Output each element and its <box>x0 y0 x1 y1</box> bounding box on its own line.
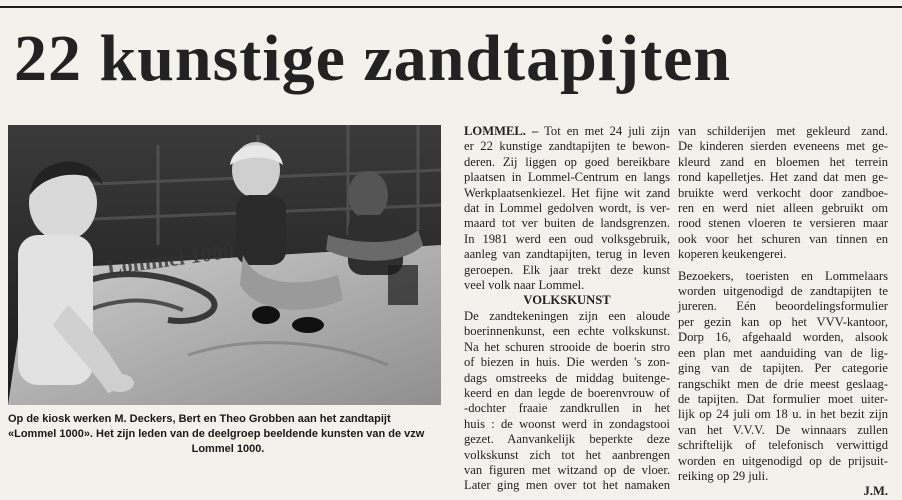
article-line: ren en werd niet alleen gebruikt om <box>678 201 888 216</box>
article-line: ging van de tapijten. Per categorie <box>678 361 888 376</box>
article-line: van het V.V.V. De winnaars zullen <box>678 422 888 437</box>
article-line: rangschikt men de drie meest geslaag- <box>678 376 888 391</box>
article-line: Bezoekers, toeristen en Lommelaars <box>678 268 888 283</box>
article-line: plaatsen in Lommel-Centrum en langs <box>464 170 670 185</box>
article-line-text: Tot en met 24 juli zijn <box>538 124 670 138</box>
article-line: geroepen. Elk jaar trekt deze kunst <box>464 262 670 277</box>
article-line: kleurd zand en bloemen het terrein <box>678 154 888 169</box>
article-line: per gezin kan op het VVV-kantoor, <box>678 314 888 329</box>
article-line: boerinnenkunst, een echte volkskunst. <box>464 324 670 339</box>
article-column-1 <box>464 124 670 494</box>
article-line: deren. Zij liggen op goed bereikbare <box>464 154 670 169</box>
article-line: Later ging men over tot het namaken <box>464 478 670 493</box>
article-line: worden en uitgenodigd op de prijsuit- <box>678 453 888 468</box>
article-line: De kinderen sierden eveneens met ge- <box>678 139 888 154</box>
article-line: In 1981 werd een oud volksgebruik, <box>464 231 670 246</box>
article-line: Dorp 16, afgehaald worden, alsook <box>678 330 888 345</box>
news-photo <box>8 125 441 405</box>
subhead-volkskunst: VOLKSKUNST <box>523 293 611 308</box>
article-line: dat in Lommel gedolven wordt, is ver- <box>464 201 670 216</box>
article-line: koperen keukengerei. <box>678 247 787 262</box>
article-line: worden uitgenodigd de zandtapijten te <box>678 284 888 299</box>
article-line: volkskunst zich tot het aanbrengen <box>464 447 670 462</box>
article-line: aanleg van zandtapijten, terug in leven <box>464 247 670 262</box>
headline: 22 kunstige zandtapijten <box>14 22 732 95</box>
article-line: huis : de woonst werd in zondagstooi <box>464 416 670 431</box>
article-line <box>464 124 670 139</box>
article-line: dags omstreeks de middag buitenge- <box>464 370 670 385</box>
article-column-2 <box>678 124 888 500</box>
article-line: schriftelijk of telefonisch verwittigd <box>678 438 888 453</box>
article-line: Na het schuren strooide de boerin stro <box>464 339 670 354</box>
author-signature: J.M. <box>863 484 888 499</box>
article-line: gezet. Aanvankelijk beperkte deze <box>464 432 670 447</box>
article-line: maard tot ver buiten de landsgrenzen. <box>464 216 670 231</box>
photo-illustration <box>8 125 441 405</box>
article-line: veel volk naar Lommel. <box>464 278 585 293</box>
article-line: De zandtekeningen zijn een aloude <box>464 308 670 323</box>
article-line: -dochter fraaie zandkrullen in het <box>464 401 670 416</box>
article-lead: LOMMEL. – <box>464 124 539 138</box>
article-line: jureren. Eén beoordelingsformulier <box>678 299 888 314</box>
photo-caption <box>8 412 448 457</box>
article-line: Werkplaatsenkiezel. Het fijne wit zand <box>464 185 670 200</box>
article-line: een plan met aanduiding van de lig- <box>678 345 888 360</box>
article-line: rond kapelletjes. Het zand dat men ge- <box>678 170 888 185</box>
article-line: lijk op 24 juli om 18 u. in het bezit zijn <box>678 407 888 422</box>
article-line: bruikte werd verkocht door zandboe- <box>678 185 888 200</box>
article-line: keerd en dan legde de boerenvrouw of <box>464 385 670 400</box>
floor-sand-text: Lommel 1000 <box>105 237 236 280</box>
article-line: rood stenen vloeren te versieren maar <box>678 216 888 231</box>
article-line: er 22 kunstige zandtapijten te bewon- <box>464 139 670 154</box>
article-line: reiking op 29 juli. <box>678 468 769 483</box>
article-line: van schilderijen met gekleurd zand. <box>678 124 888 138</box>
article-line: de tapijten. Dat formulier moet uiter- <box>678 391 888 406</box>
caption-line: «Lommel 1000». Het zijn leden van de deelgroep beeldende kunsten van de vzw <box>8 428 425 440</box>
top-rule <box>0 0 902 8</box>
article-line: of biezen in huis. Die werden 's zon- <box>464 355 670 370</box>
article-line: ook voor het schuren van tinnen en <box>678 231 888 246</box>
caption-line: Lommel 1000. <box>191 443 265 455</box>
caption-line: Op de kiosk werken M. Deckers, Bert en Theo Grobben aan het zandtapijt <box>8 413 391 425</box>
article-line: van figuren met witzand op de vloer. <box>464 462 670 477</box>
